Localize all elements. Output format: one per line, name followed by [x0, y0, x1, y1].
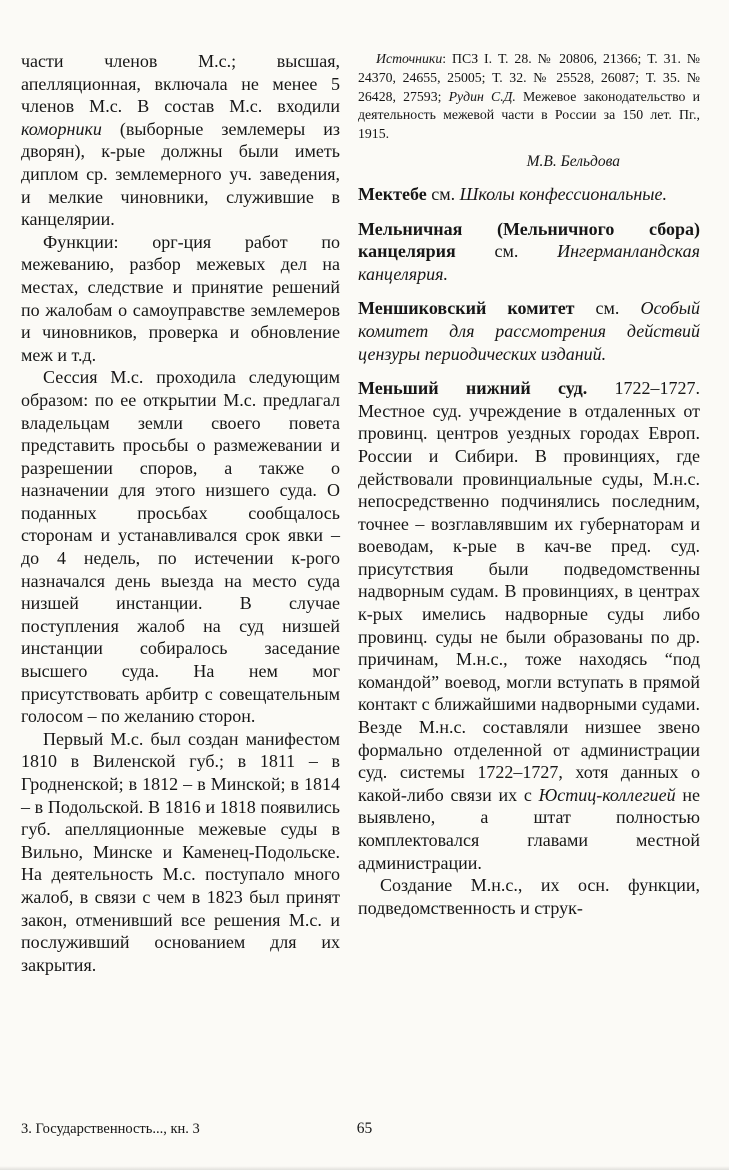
- dictionary-entry: [358, 297, 700, 365]
- left-column: [21, 50, 340, 976]
- text-segment: 1722–1727. Местное суд. учреждение в отдаленных от провинц. центров уездных городах Европ. России и Сибири. В провинциях, где действовали провинциальные суды, М.н.с. непосредственно подчинялись последним, точнее – возглавлявшим их губернаторам и воеводам, к-рые в кач-ве пред. суд. присутствия были подведомственны надворным судам. В провинциях, в центрах к-рых имелись надворные суды либо провинц. суды не были образованы по др. причинам, М.н.с., тоже находясь “под командой” воевод, могли вступать в прямой контакт с ближайшими надворными судами. Везде М.н.с. составляли низшее звено формально отделенной от администрации суд. системы 1722–1727, хотя данных о какой-либо связи их с: [358, 378, 700, 805]
- paragraph: [21, 728, 340, 977]
- text-segment: Мектебе: [358, 183, 427, 204]
- text-segment: Меншиковский комитет: [358, 298, 575, 319]
- text-segment: : ПСЗ I. Т. 28. № 20806, 21366; Т. 31. № 24370, 24655, 25005; Т. 32. № 25528, 26087; Т. 35. № 26428, 27593;: [358, 51, 700, 104]
- text-segment: Юстиц-коллегией: [538, 784, 676, 805]
- text-segment: Рудин С.Д.: [448, 88, 516, 104]
- text-segment: не выявлено, а штат полностью комплектовался главами местной администрации.: [358, 784, 701, 873]
- text-segment: см.: [426, 183, 460, 204]
- text-segment: коморники: [21, 118, 102, 139]
- dictionary-entry: [358, 183, 700, 206]
- text-segment: Создание М.н.с., их осн. функции, подведомственность и струк-: [358, 875, 700, 918]
- text-segment: Меньший нижний суд.: [358, 378, 588, 399]
- text-segment: Ингерманландская канцелярия.: [358, 241, 700, 284]
- text-segment: Межевое законодательство и деятельность межевой части в России за 150 лет. Пг., 1915.: [358, 88, 700, 142]
- text-segment: Функции: орг-ция работ по межеванию, разбор межевых дел на местах, следствие и принятие решений по жалобам о самоуправстве землемеров и чиновников, проверка и обновление меж и т.д.: [21, 231, 340, 365]
- sources-paragraph: [358, 50, 700, 144]
- paragraph: [358, 874, 700, 919]
- text-segment: части членов М.с.; высшая, апелляционная, включала не менее 5 членов М.с. В состав М.с. входили: [21, 51, 340, 117]
- text-segment: Источники: [376, 51, 443, 66]
- right-column: [358, 50, 700, 976]
- text-segment: Первый М.с. был создан манифестом 1810 в Виленской губ.; в 1811 – в Гродненской; в 1812 – в Минской; в 1814 – в Подольской. В 1816 и 1818 появились губ. апелляционные межевые суды в Вильно, Минске и Каменец-Подольске. На деятельность М.с. поступало много жалоб, в связи с чем в 1823 был принят закон, отменивший все решения М.с. и послуживший основанием для их закрытия.: [21, 728, 340, 975]
- paragraph: [21, 231, 340, 367]
- dictionary-entry: [358, 218, 700, 286]
- paragraph: [21, 50, 340, 231]
- text-segment: М.В. Бельдова: [526, 152, 620, 170]
- footer-signature: 3. Государственность..., кн. 3: [21, 1121, 200, 1137]
- author-signature: [358, 153, 620, 171]
- text-segment: Школы конфессиональные.: [459, 183, 667, 204]
- text-segment: Сессия М.с. проходила следующим образом: по ее открытии М.с. предлагал владельцам земли своего повета представить просьбы о размежевании и разрешении споров, а также о назначении для этого низшего суда. О поданных просьбах сообщалось сторонам и устанавливался срок явки – до 4 недель, по истечении к-рого назначался день выезда на место суда низшей инстанции. В случае поступления жалоб на суд низшей инстанции собиралось заседание высшего суда. На нем мог присутствовать арбитр с совещательным голосом – по желанию сторон.: [21, 367, 340, 727]
- dictionary-entry: [358, 377, 700, 874]
- text-columns: [21, 50, 700, 976]
- text-segment: см.: [574, 298, 641, 319]
- text-segment: см.: [455, 241, 558, 262]
- text-segment: Особый комитет для рассмотрения действий цензуры периодических изданий.: [358, 298, 700, 364]
- page-number: 65: [356, 1120, 373, 1137]
- text-segment: (выборные землемеры из дворян), к-рые должны были иметь диплом ср. землемерного уч. заведения, и мелкие чиновники, служившие в канцелярии.: [21, 118, 340, 230]
- paragraph: [21, 366, 340, 728]
- text-segment: Мельничная (Мельничного сбора) канцелярия: [358, 218, 700, 262]
- page-edge-shadow: [0, 1166, 729, 1170]
